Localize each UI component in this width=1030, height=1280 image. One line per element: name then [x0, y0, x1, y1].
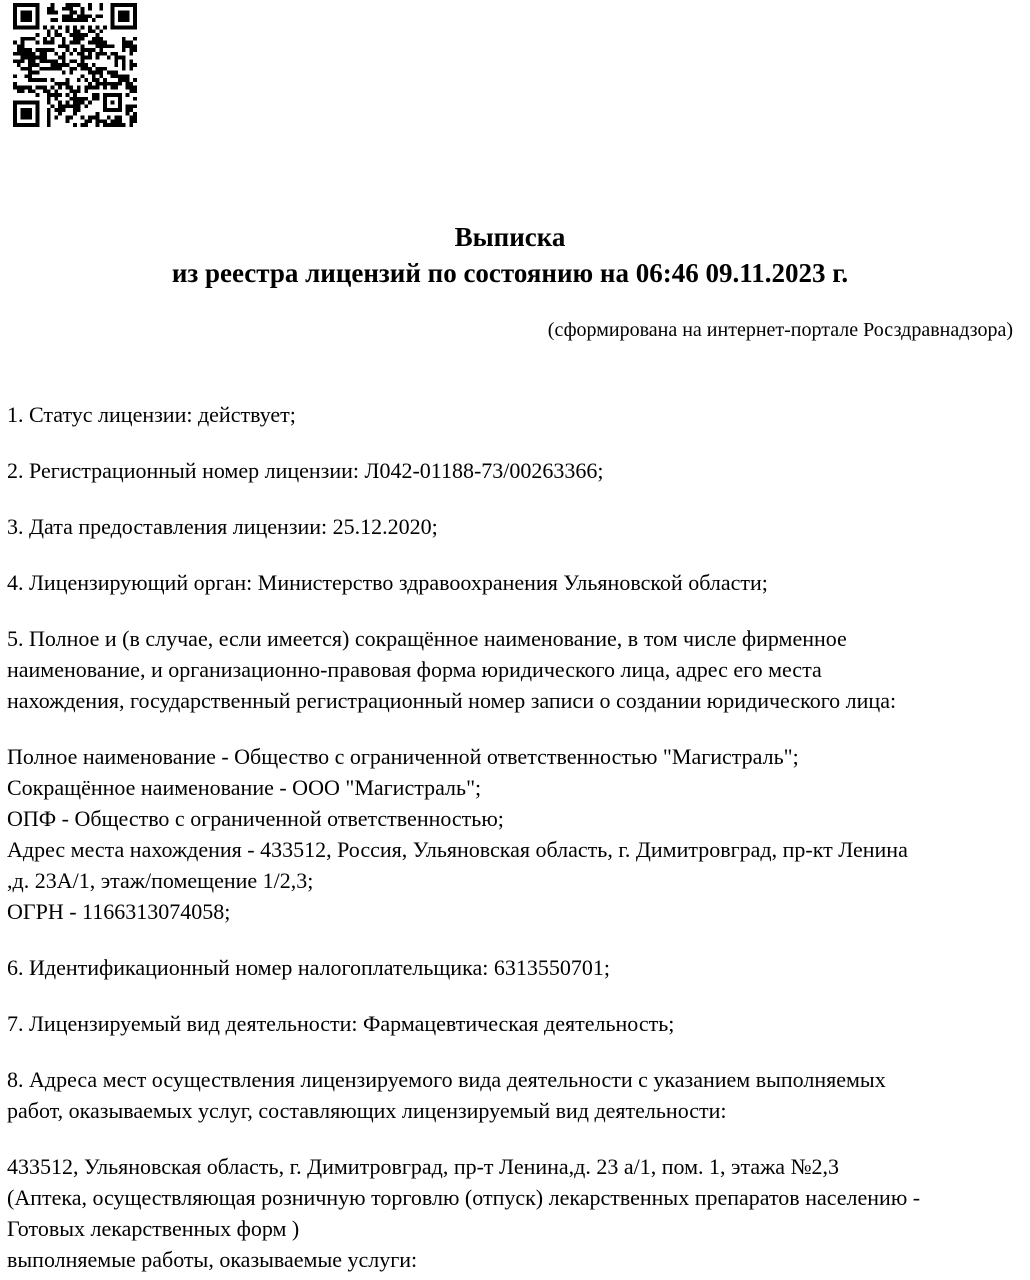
- paragraph-taxpayer-number: [7, 952, 1020, 983]
- text-line: 3. Дата предоставления лицензии: 25.12.2020;: [7, 514, 438, 539]
- text-line: Сокращённое наименование - ООО "Магистраль";: [7, 775, 482, 800]
- paragraph-licensing-authority: [7, 567, 1020, 598]
- text-line: наименование, и организационно-правовая форма юридического лица, адрес его места: [7, 657, 822, 682]
- paragraph-grant-date: [7, 511, 1020, 542]
- title-line-1: Выписка: [454, 222, 566, 252]
- text-line: Полное наименование - Общество с ограниченной ответственностью "Магистраль";: [7, 744, 799, 769]
- text-line: 8. Адреса мест осуществления лицензируемого вида деятельности с указанием выполняемых: [7, 1067, 886, 1092]
- paragraph-registration-number: [7, 455, 1020, 486]
- paragraph-license-status: [7, 399, 1020, 430]
- document-title: [0, 219, 1020, 291]
- text-line: 433512, Ульяновская область, г. Димитровград, пр-т Ленина,д. 23 а/1, пом. 1, этажа №2,3: [7, 1154, 840, 1179]
- paragraph-activity-addresses-intro: [7, 1064, 1020, 1126]
- text-line: 1. Статус лицензии: действует;: [7, 402, 296, 427]
- paragraph-org-details: [7, 741, 1020, 927]
- text-line: 4. Лицензирующий орган: Министерство здравоохранения Ульяновской области;: [7, 570, 768, 595]
- text-line: работ, оказываемых услуг, составляющих лицензируемый вид деятельности:: [7, 1098, 727, 1123]
- text-line: Готовых лекарственных форм ): [7, 1216, 300, 1241]
- text-line: 5. Полное и (в случае, если имеется) сокращённое наименование, в том числе фирменное: [7, 626, 847, 651]
- title-line-2: из реестра лицензий по состоянию на 06:46 09.11.2023 г.: [171, 258, 849, 288]
- document-body: [7, 399, 1020, 1275]
- text-line: 7. Лицензируемый вид деятельности: Фармацевтическая деятельность;: [7, 1011, 675, 1036]
- text-line: ,д. 23А/1, этаж/помещение 1/2,3;: [7, 868, 314, 893]
- text-line: выполняемые работы, оказываемые услуги:: [7, 1247, 418, 1272]
- text-line: (Аптека, осуществляющая розничную торговлю (отпуск) лекарственных препаратов населению -: [7, 1185, 921, 1210]
- qr-code-icon: [13, 3, 137, 127]
- text-line: Адрес места нахождения - 433512, Россия, Ульяновская область, г. Димитровград, пр-кт Ленина: [7, 837, 908, 862]
- paragraph-activity-address-details: [7, 1151, 1020, 1275]
- text-line: 6. Идентификационный номер налогоплательщика: 6313550701;: [7, 955, 610, 980]
- text-line: ОПФ - Общество с ограниченной ответственностью;: [7, 806, 504, 831]
- paragraph-activity-type: [7, 1008, 1020, 1039]
- document-subtitle: (сформирована на интернет-портале Росздравнадзора): [547, 319, 1013, 341]
- text-line: нахождения, государственный регистрационный номер записи о создании юридического лица:: [7, 688, 897, 713]
- paragraph-org-name-intro: [7, 623, 1020, 716]
- text-line: 2. Регистрационный номер лицензии: Л042-01188-73/00263366;: [7, 458, 604, 483]
- text-line: ОГРН - 1166313074058;: [7, 899, 231, 924]
